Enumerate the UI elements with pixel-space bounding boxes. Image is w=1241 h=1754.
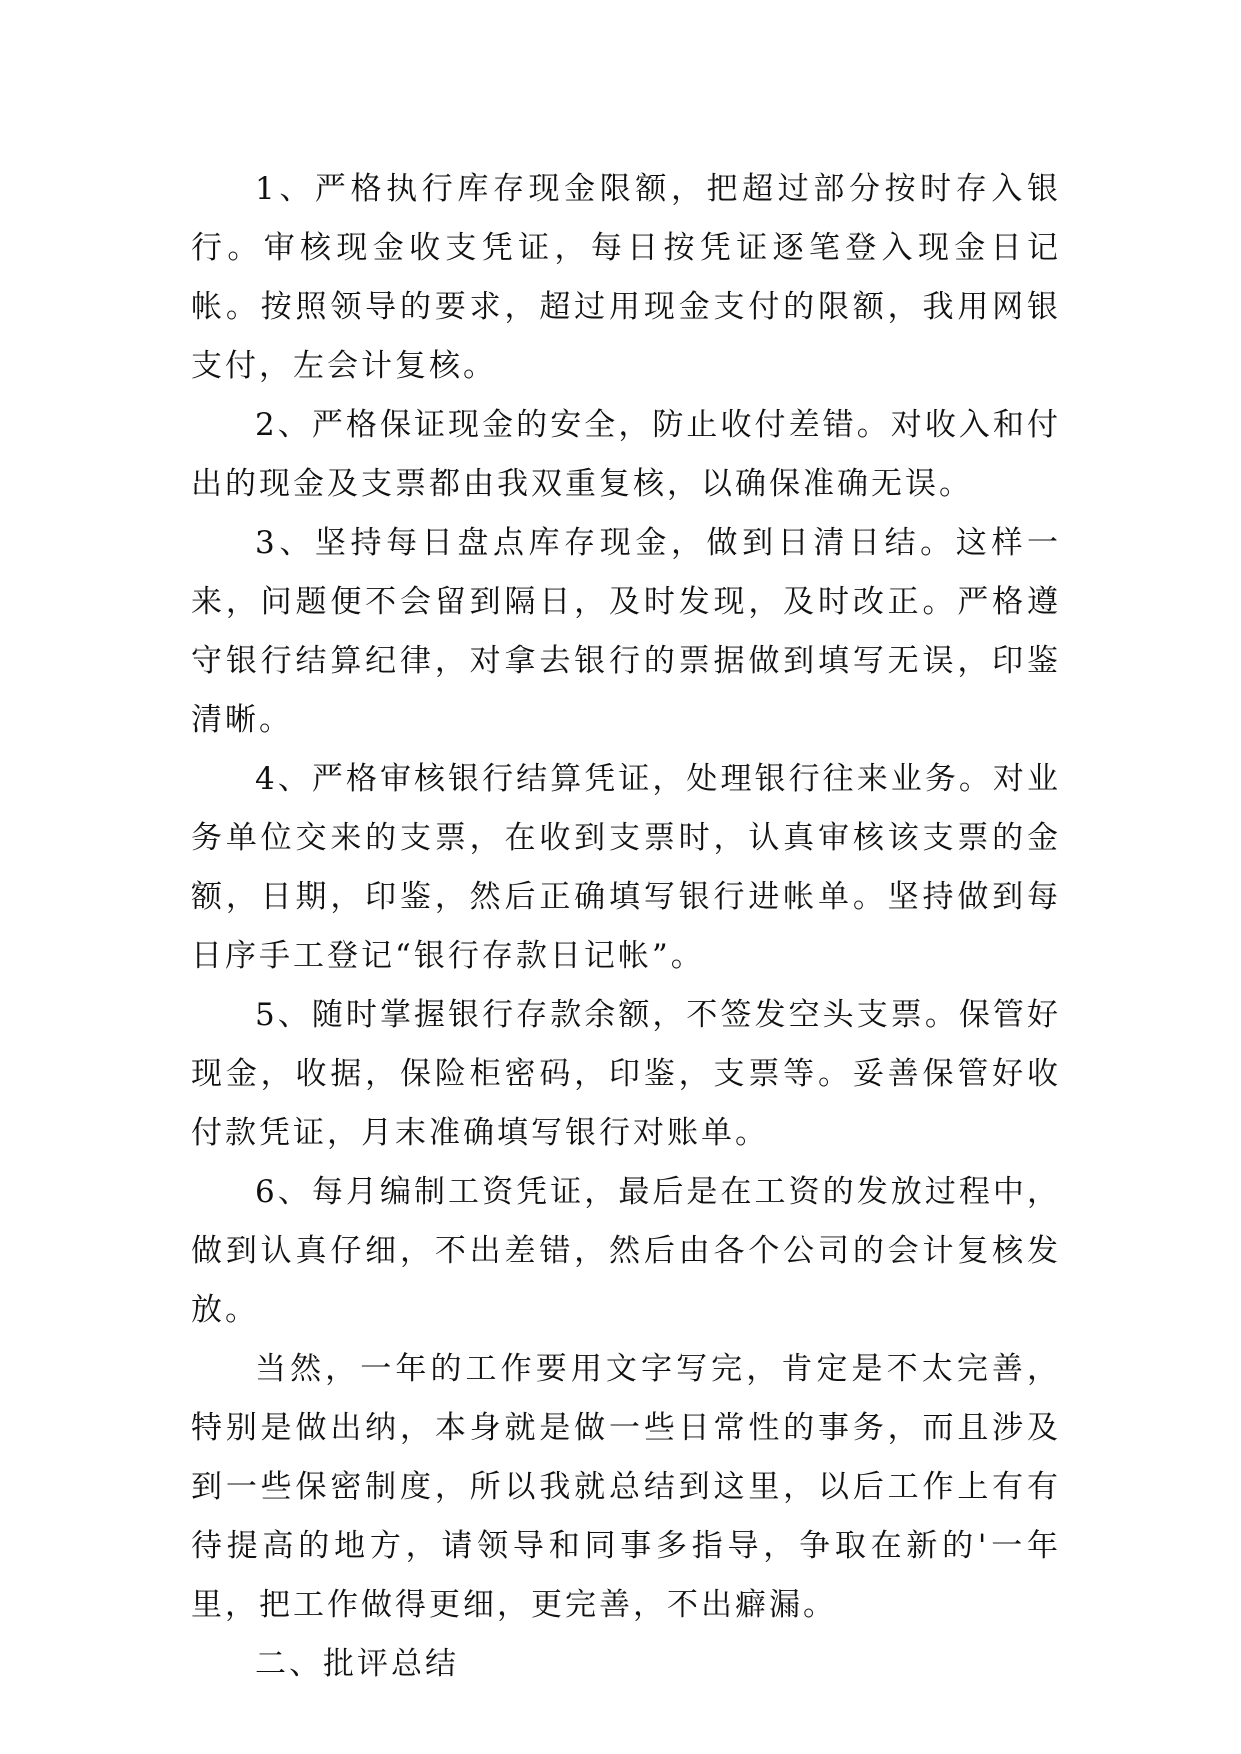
paragraph-conclusion: 当然，一年的工作要用文字写完，肯定是不太完善，特别是做出纳，本身就是做一些日常性的事务，而且涉及到一些保密制度，所以我就总结到这里，以后工作上有有待提高的地方，请领导和同事多指导，争取在新的'一年里，把工作做得更细，更完善，不出癖漏。 [191,1351,1061,1623]
paragraph-payroll: 6、每月编制工资凭证，最后是在工资的发放过程中，做到认真仔细，不出差错，然后由各个公司的会计复核发放。 [191,1174,1061,1328]
paragraph-cash-limit: 1、严格执行库存现金限额，把超过部分按时存入银行。审核现金收支凭证，每日按凭证逐笔登入现金日记帐。按照领导的要求，超过用现金支付的限额，我用网银支付，左会计复核。 [191,171,1061,384]
section-heading-criticism-summary: 二、批评总结 [255,1646,459,1682]
paragraph-daily-count: 3、坚持每日盘点库存现金，做到日清日结。这样一来，问题便不会留到隔日，及时发现，及时改正。严格遵守银行结算纪律，对拿去银行的票据做到填写无误，印鉴清晰。 [191,525,1061,738]
document-body [191,160,1061,1694]
paragraph-bank-balance: 5、随时掌握银行存款余额，不签发空头支票。保管好现金，收据，保险柜密码，印鉴，支票等。妥善保管好收付款凭证，月末准确填写银行对账单。 [191,997,1061,1151]
paragraph-cash-safety: 2、严格保证现金的安全，防止收付差错。对收入和付出的现金及支票都由我双重复核，以确保准确无误。 [191,407,1061,502]
paragraph-bank-vouchers: 4、严格审核银行结算凭证，处理银行往来业务。对业务单位交来的支票，在收到支票时，认真审核该支票的金额，日期，印鉴，然后正确填写银行进帐单。坚持做到每日序手工登记“银行存款日记帐”。 [191,761,1061,974]
